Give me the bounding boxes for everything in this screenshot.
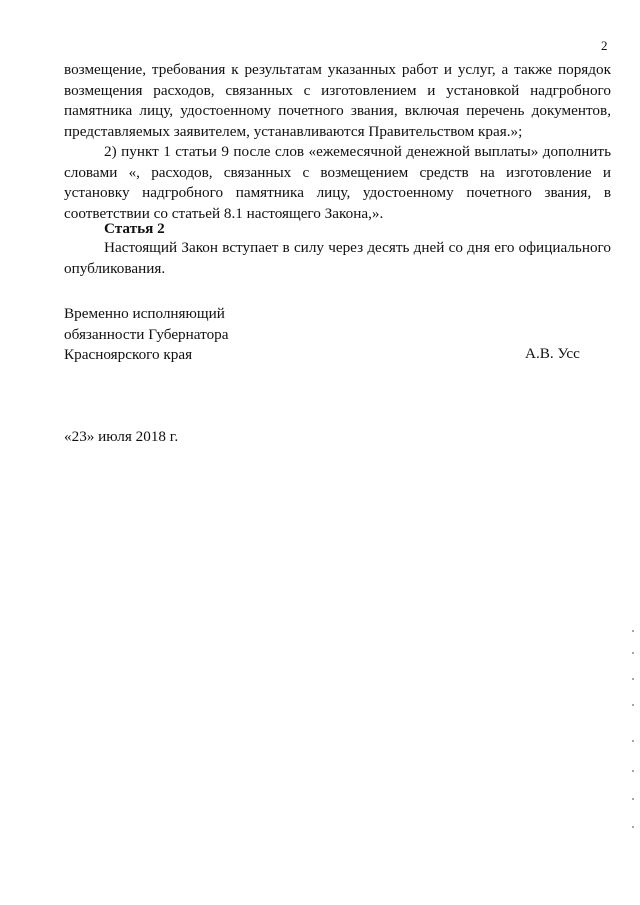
scan-mark xyxy=(632,798,634,800)
scan-mark xyxy=(632,678,634,680)
scan-edge-marks xyxy=(632,630,634,850)
signature-title-line-2: обязанности Губернатора xyxy=(64,325,229,343)
article-2-heading: Статья 2 xyxy=(104,220,165,237)
page-number: 2 xyxy=(601,38,608,53)
amendment-item-2 xyxy=(64,142,611,224)
scan-mark xyxy=(632,770,634,772)
article-2-text: Настоящий Закон вступает в силу через десять дней со дня его официального опубликования. xyxy=(64,239,611,277)
scan-mark xyxy=(632,652,634,654)
paragraph-continuation xyxy=(64,60,611,142)
signature-title-line-3: Красноярского края xyxy=(64,346,193,363)
signature-title-line-1: Временно исполняющий xyxy=(64,305,225,322)
scan-mark xyxy=(632,630,634,632)
document-date: «23» июля 2018 г. xyxy=(64,428,179,445)
signature-block xyxy=(64,304,229,366)
scan-mark xyxy=(632,826,634,828)
scan-mark xyxy=(632,740,634,742)
amendment-item-2-text: 2) пункт 1 статьи 9 после слов «ежемесячной денежной выплаты» дополнить словами «, расходов, связанных с возмещением средств на изготовление и установку надгробного памятника лицу, удостоенному почетного звания, в соответствии со статьей 8.1 настоящего Закона,». xyxy=(64,143,611,222)
signer-name: А.В. Усс xyxy=(525,345,580,362)
paragraph-continuation-text: возмещение, требования к результатам указанных работ и услуг, а также порядок возмещения расходов, связанных с изготовлением и установкой надгробного памятника лицу, удостоенному почетного звания, включая перечень документов, представляемых заявителем, устанавливаются Правительством края.»; xyxy=(64,61,611,140)
article-2-body xyxy=(64,238,611,279)
scan-mark xyxy=(632,704,634,706)
